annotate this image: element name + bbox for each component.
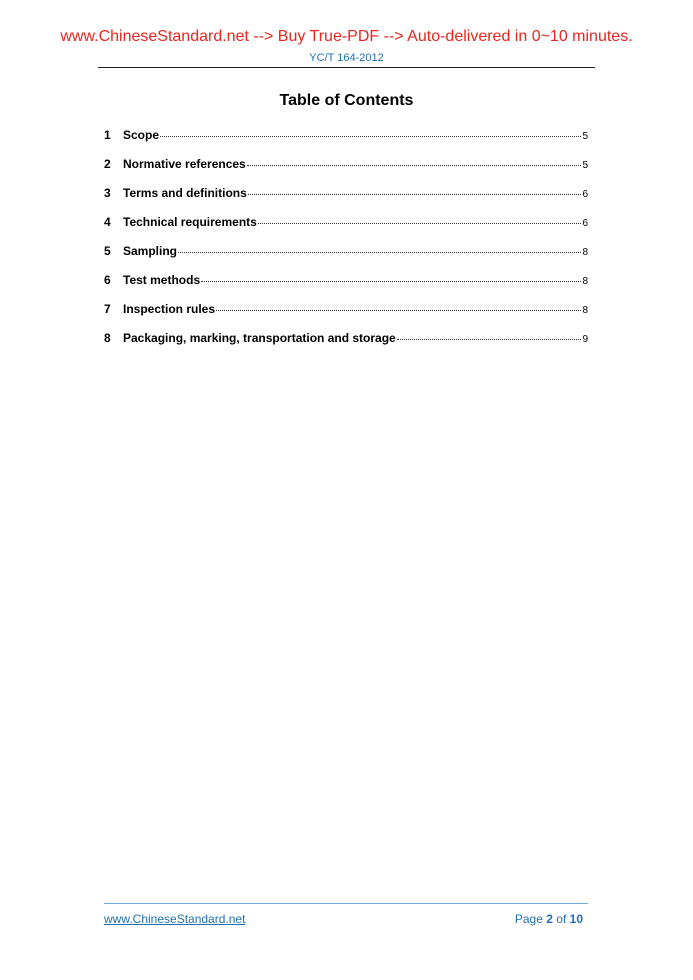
toc-entry[interactable]	[104, 244, 588, 273]
toc-entry-page[interactable]: 8	[582, 305, 588, 316]
footer-divider	[104, 903, 588, 904]
toc-entry-page[interactable]: 8	[582, 247, 588, 258]
toc-leader-dots	[258, 223, 582, 224]
footer-page-prefix: Page	[514, 912, 543, 926]
toc-leader-dots	[248, 194, 582, 195]
footer-page-of: of	[556, 912, 567, 926]
footer-page-current: 2	[546, 912, 553, 926]
toc-entry[interactable]	[104, 186, 588, 215]
toc-entry-label[interactable]: Technical requirements	[123, 215, 257, 229]
toc-entry-number: 7	[104, 302, 111, 316]
toc-leader-dots	[216, 310, 581, 311]
toc-entry-number: 3	[104, 186, 111, 200]
toc-entry-page[interactable]: 5	[582, 131, 588, 142]
toc-entry[interactable]	[104, 273, 588, 302]
toc-entry[interactable]	[104, 302, 588, 331]
toc-leader-dots	[247, 165, 582, 166]
standard-number: YC/T 164-2012	[309, 52, 384, 64]
toc-entry-number: 8	[104, 331, 111, 345]
header-banner: www.ChineseStandard.net --> Buy True-PDF --> Auto-delivered in 0~10 minutes.	[60, 28, 633, 45]
toc-entry-label[interactable]: Scope	[123, 128, 160, 142]
toc-entry[interactable]	[104, 128, 588, 157]
toc-leader-dots	[201, 281, 581, 282]
toc-entry-page[interactable]: 5	[582, 160, 588, 171]
toc-leader-dots	[160, 136, 581, 137]
toc-entry-label[interactable]: Sampling	[123, 244, 178, 258]
toc-entry-page[interactable]: 6	[582, 189, 588, 200]
toc-leader-dots	[397, 339, 582, 340]
toc-entry-number: 1	[104, 128, 111, 142]
toc-entry-page[interactable]: 9	[582, 334, 588, 345]
toc-entry-number: 2	[104, 157, 111, 171]
toc-entry-label[interactable]: Inspection rules	[123, 302, 216, 316]
toc-entry[interactable]	[104, 331, 588, 360]
toc-entry-label[interactable]: Test methods	[123, 273, 201, 287]
toc-entry-page[interactable]: 6	[582, 218, 588, 229]
page-title: Table of Contents	[279, 92, 414, 109]
toc-entry-label[interactable]: Packaging, marking, transportation and storage	[123, 331, 396, 345]
footer-site-link[interactable]: www.ChineseStandard.net	[104, 912, 246, 926]
footer-page-indicator	[515, 912, 583, 926]
header-divider	[98, 67, 595, 68]
toc-leader-dots	[178, 252, 581, 253]
toc-entry-page[interactable]: 8	[582, 276, 588, 287]
footer-page-total: 10	[569, 912, 583, 926]
table-of-contents	[104, 128, 588, 360]
toc-entry[interactable]	[104, 215, 588, 244]
toc-entry-label[interactable]: Normative references	[123, 157, 246, 171]
toc-entry-number: 5	[104, 244, 111, 258]
toc-entry-label[interactable]: Terms and definitions	[123, 186, 247, 200]
toc-entry-number: 4	[104, 215, 111, 229]
toc-entry-number: 6	[104, 273, 111, 287]
toc-entry[interactable]	[104, 157, 588, 186]
